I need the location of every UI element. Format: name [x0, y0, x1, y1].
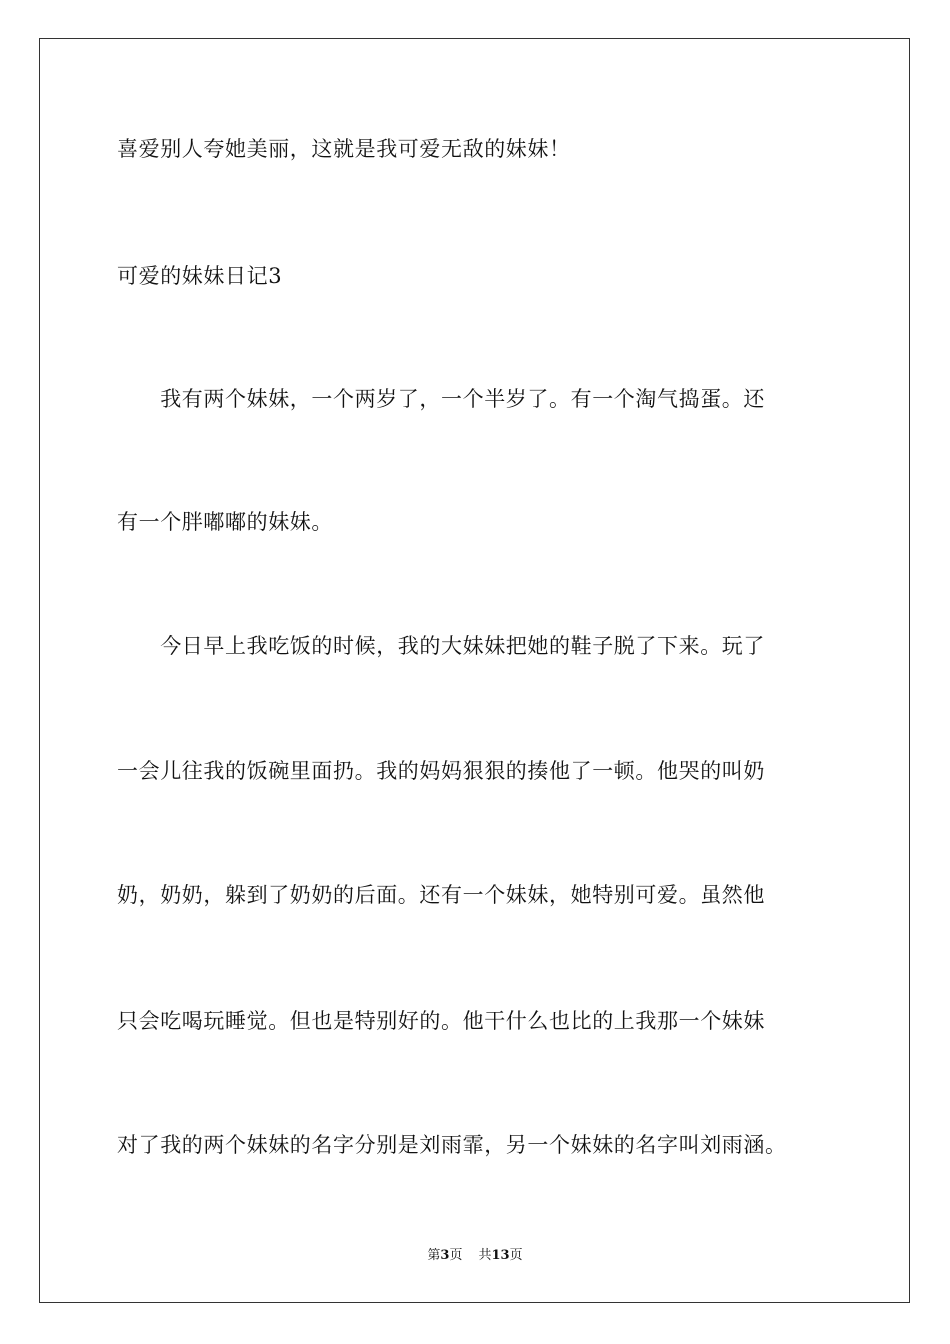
text-line-7: 奶，奶奶，躲到了奶奶的后面。还有一个妹妹，她特别可爱。虽然他: [117, 883, 765, 907]
text-line-3: 我有两个妹妹，一个两岁了，一个半岁了。有一个淘气捣蛋。还: [117, 387, 765, 411]
text-line-4: 有一个胖嘟嘟的妹妹。: [117, 510, 333, 534]
footer-total-prefix: 共: [478, 1248, 492, 1263]
footer-total-suffix: 页: [509, 1248, 523, 1263]
text-line-9: 对了我的两个妹妹的名字分别是刘雨霏，另一个妹妹的名字叫刘雨涵。: [117, 1133, 787, 1157]
footer-prefix: 第: [427, 1248, 441, 1263]
text-line-8: 只会吃喝玩睡觉。但也是特别好的。他干什么也比的上我那一个妹妹: [117, 1009, 765, 1033]
footer-page-suffix: 页: [449, 1248, 463, 1263]
page-footer: [0, 1248, 950, 1264]
section-heading: 可爱的妹妹日记3: [117, 264, 283, 288]
current-page-number: 3: [440, 1248, 450, 1263]
text-line-6: 一会儿往我的饭碗里面扔。我的妈妈狠狠的揍他了一顿。他哭的叫奶: [117, 759, 765, 783]
total-pages-number: 13: [491, 1248, 510, 1263]
text-line-1: 喜爱别人夸她美丽，这就是我可爱无敌的妹妹！: [117, 137, 571, 161]
page-border: [39, 38, 910, 1303]
text-line-5: 今日早上我吃饭的时候，我的大妹妹把她的鞋子脱了下来。玩了: [117, 634, 765, 658]
